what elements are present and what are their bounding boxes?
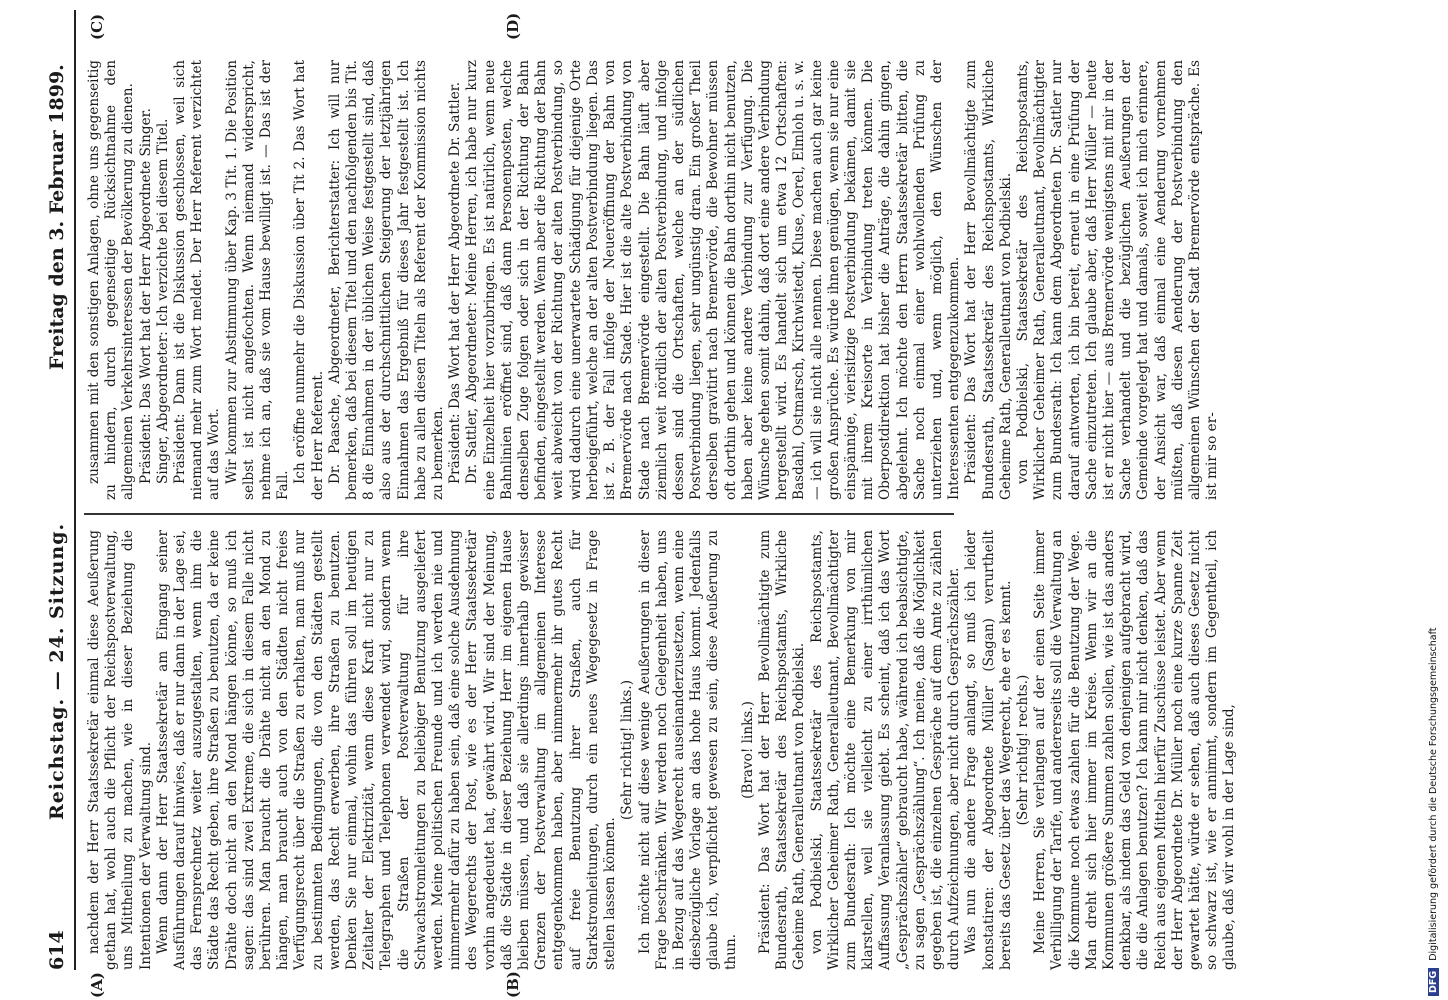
marker-d: (D) xyxy=(504,12,522,40)
paragraph: zusammen mit den sonstigen Anlagen, ohne uns gegenseitig zu hindern, durch gegenseitige Rücksichtnahme den allgemeinen Verkehrsinteressen der Bevölkerung zu dienen. xyxy=(86,60,137,500)
marker-c: (C) xyxy=(88,13,106,40)
credit-text: Digitalisierung gefördert durch die Deutsche Forschungsgemeinschaft xyxy=(1428,627,1439,961)
column-divider xyxy=(84,514,954,516)
digitization-credit xyxy=(1410,6,1439,996)
paragraph: Präsident: Das Wort hat der Herr Bevollmächtigte zum Bundesrath, Staatssekretär des Reichspostamts, Wirkliche Geheime Rath, Generalleutnant von Podbielski. xyxy=(756,530,808,970)
paragraph: Meine Herren, Sie verlangen auf der einen Seite immer Verbilligung der Tarife, und andererseits soll die Verwaltung an die Kommune noch etwas zahlen für die Benutzung der Wege. Man dreht sich hier immer im Kreise. Wenn wir an die Kommunen größere Summen zahlen sollen, wie ist das anders denkbar, als indem das Geld von denjenigen aufgebracht wird, die die Anlagen benutzen? Ich kann mir nicht denken, daß das Reich aus eigenen Mitteln hierfür Zuschüsse leistet. Aber wenn der Herr Abgeordnete Dr. Müller noch eine kurze Spanne Zeit gewartet hätte, würde er sehen, daß auch dieses Gesetz nicht so schwarz ist, wie er annimmt, sondern im Gegentheil, ich glaube, daß wir wohl in der Lage sind, xyxy=(1032,530,1238,970)
marker-a: (A) xyxy=(88,972,106,998)
interjection: (Sehr richtig! links.) xyxy=(619,679,636,821)
paragraph: Singer, Abgeordneter: Ich verzichte bei diesem Titel. xyxy=(154,118,171,484)
header-right-title: Freitag den 3. Februar 1899. xyxy=(46,64,68,370)
paragraph: Wir kommen zur Abstimmung über Kap. 3 Tit. 1. Die Position selbst ist nicht angefochten. Wenn niemand widerspricht, nehme ich an, daß sie vom Hause bewilligt ist. — Das ist der Fall. xyxy=(223,60,292,500)
paragraph: Dr. Sattler, Abgeordneter: Meine Herren, ich habe nur kurz eine Einzelheit hier vorzubringen. Es ist natürlich, wenn neue Bahnlinien eröffnet sind, daß dann Personenposten, welche denselben Zuge folgen oder sich in der Richtung der Bahn befinden, eingestellt werden. Wenn aber die Richtung der Bahn weit abweicht von der Richtung der alten Postverbindung, so wird dadurch eine unerwartete Schädigung für diejenige Orte herbeigeführt, welche an der alten Postverbindung liegen. Das ist z. B. der Fall infolge der Neueröffnung der Bahn von Bremervörde nach Stade. Hier ist die alte Postverbindung von Stade nach Bremervörde eingestellt. Die Bahn läuft aber ziemlich weit nördlich der alten Postverbindung, und infolge dessen sind die Ortschaften, welche an der südlichen Postverbindung liegen, sehr ungünstig dran. Ein großer Theil derselben gravitirt nach Bremervörde, die Bewohner müssen oft dorthin gehen und können die Bahn dorthin nicht benutzen, haben aber keine andere Verbindung zur Verfügung. Die Wünsche gehen somit dahin, daß dort eine andere Verbindung hergestellt wird. Es handelt sich um etwa 12 Ortschaften: Basdahl, Ostmarsch, Kirchwistedt, Kluse, Oerel, Elmloh u. s. w. — ich will sie nicht alle nennen. Diese machen auch gar keine großen Ansprüche. Es würde ihnen genügen, wenn sie nur eine einspännige, vierisitzige Postverbindung bekämen, damit sie mit ihrem Kreisorte in Verbindung treten können. Die Oberpostdirektion hat bisher die Anträge, die dahin gingen, abgelehnt. Ich möchte den Herrn Staatssekretär bitten, die Sache noch einmal einer wohlwollenden Prüfung zu unterziehen und, wenn möglich, den Wünschen der Interessenten entgegenzukommen. xyxy=(464,60,963,500)
paragraph: von Podbielski, Staatssekretär des Reichspostamts, Wirklicher Geheimer Rath, Generalleutnant, Bevollmächtigter zum Bundesrath: Ich möchte eine Bemerkung von mir klarstellen, weil sie vielleicht zu einer irrthümlichen Auffassung Veranlassung giebt. Es scheint, daß ich das Wort „Gesprächszähler“ gebraucht habe, während ich beabsichtigte, zu sagen „Gesprächszählung“. Ich meine, daß die Möglichkeit gegeben ist, die einzelnen Gespräche auf dem Amte zu zählen durch Aufzeichnungen, aber nicht durch Gesprächszähler. xyxy=(808,530,963,970)
page-number: 614 xyxy=(46,930,68,970)
interjection: (Bravo! links.) xyxy=(739,701,756,799)
paragraph: Wenn dann der Herr Staatssekretär am Eingang seiner Ausführungen darauf hinwies, daß er nur dann in der Lage sei, das Fernsprechnetz weiter auszugestalten, wenn ihm die Städte das Recht geben, ihre Straßen zu benutzen, da er keine Drähte doch nicht an den Mond hängen könne, so muß ich sagen: das sind zwei Extreme, die sich in diesem Falle nicht berühren. Man braucht die Drähte nicht an den Mond zu hängen, man braucht auch von den Städten nicht freies Verfügungsrecht über die Straßen zu erhalten, man muß nur zu bestimmten Bedingungen, die von den Städten gestellt werden, das Recht erwerben, ihre Straßen zu benutzen. Denken Sie nur einmal, wohin das führen soll im heutigen Zeitalter der Elektrizität, wenn diese Kraft nicht nur zu Telegraphen und Telephonen verwendet wird, sondern wenn die Straßen der Postverwaltung für ihre Schwachstromleitungen zu beliebiger Benutzung ausgeliefert werden. Meine politischen Freunde und ich werden nie und nimmermehr dafür zu haben sein, daß eine solche Ausdehnung des Wegerechts der Post, wie es der Herr Staatssekretär vorhin angedeutet hat, gewährt wird. Wir sind der Meinung, daß die Städte in dieser Beziehung Herr im eigenen Hause bleiben müssen, und daß sie allerdings innerhalb gewisser Grenzen der Postverwaltung im allgemeinen Interesse entgegenkommen haben, aber nimmermehr ihr gutes Recht auf freie Benutzung ihrer Straßen, auch für Starkstromleitungen, durch ein neues Wegegesetz in Frage stellen lassen können. xyxy=(154,530,619,970)
paragraph: Präsident: Das Wort hat der Herr Abgeordnete Singer. xyxy=(137,108,154,484)
rotated-page xyxy=(4,0,1404,1000)
right-column xyxy=(86,60,1221,500)
paragraph: nachdem der Herr Staatssekretär einmal diese Aeußerung gethan hat, wohl auch die Pflicht der Reichspostverwaltung, uns Mittheilung zu machen, wie in dieser Beziehung die Intentionen der Verwaltung sind. xyxy=(86,530,154,970)
dfg-logo: DFG xyxy=(1428,968,1439,996)
paragraph: Ich möchte nicht auf diese wenige Aeußerungen in dieser Frage beschränken. Wir werden noch Gelegenheit haben, uns in Bezug auf das Wegerecht auseinanderzusetzen, wenn eine diesbezügliche Vorlage an das hohe Haus kommt. Jedenfalls glaube ich, verpflichtet gewesen zu sein, diese Aeußerung zu thun. xyxy=(636,530,739,970)
header-left-title: Reichstag. — 24. Sitzung. xyxy=(46,522,68,820)
paragraph: Ich eröffne nunmehr die Diskussion über Tit 2. Das Wort hat der Herr Referent. xyxy=(292,60,326,500)
paragraph: Präsident: Das Wort hat der Herr Abgeordnete Dr. Sattler. xyxy=(447,81,464,484)
paragraph: Dr. Paasche, Abgeordneter, Berichterstatter: Ich will nur bemerken, daß bei diesem Titel und den nachfolgenden bis Tit. 8 die Einnahmen in der üblichen Weise festgestellt sind, daß also aus der durchschnittlichen Steigerung der letztjährigen Einnahmen das Ergebniß für dieses Jahr festgestellt ist. Ich habe zu allen diesen Titeln als Referent der Kommission nichts zu bemerken. xyxy=(326,60,447,500)
interjection: (Sehr richtig! rechts.) xyxy=(1014,674,1031,826)
paragraph: von Podbielski, Staatssekretär des Reichspostamts, Wirklicher Geheimer Rath, Generalleutnant, Bevollmächtigter zum Bundesrath: Ich kann dem Abgeordneten Dr. Sattler nur darauf antworten, ich bin bereit, erneut in eine Prüfung der Sache einzutreten. Ich glaube aber, daß Herr Müller — heute ist er nicht hier — aus Bremervörde wenigstens mit mir in der Sache verhandelt und die bezüglichen Aeußerungen der Gemeinde vorgelegt hat und damals, soweit ich mich erinnere, der Ansicht war, daß einmal eine Aenderung vornehmen müßten, daß diesen Aenderung der Postverbindung den allgemeinen Wünschen der Stadt Bremervörde entspräche. Es ist mir so er- xyxy=(1014,60,1221,500)
page-header xyxy=(44,10,76,970)
paragraph: Präsident: Das Wort hat der Herr Bevollmächtigte zum Bundesrath, Staatssekretär des Reichspostamts, Wirkliche Geheime Rath, Generalleutnant von Podbielski. xyxy=(963,60,1014,500)
paragraph: Präsident: Dann ist die Diskussion geschlossen, weil sich niemand mehr zum Wort meldet. Der Herr Referent verzichtet auf das Wort. xyxy=(172,60,223,500)
left-column xyxy=(86,530,1238,970)
marker-b: (B) xyxy=(504,971,522,998)
paragraph: Was nun die andere Frage anlangt, so muß ich leider konstatiren: der Abgeordnete Müller (Sagan) verurtheilt bereits das Gesetz über das Wegerecht, ehe er es kennt. xyxy=(963,530,1014,970)
